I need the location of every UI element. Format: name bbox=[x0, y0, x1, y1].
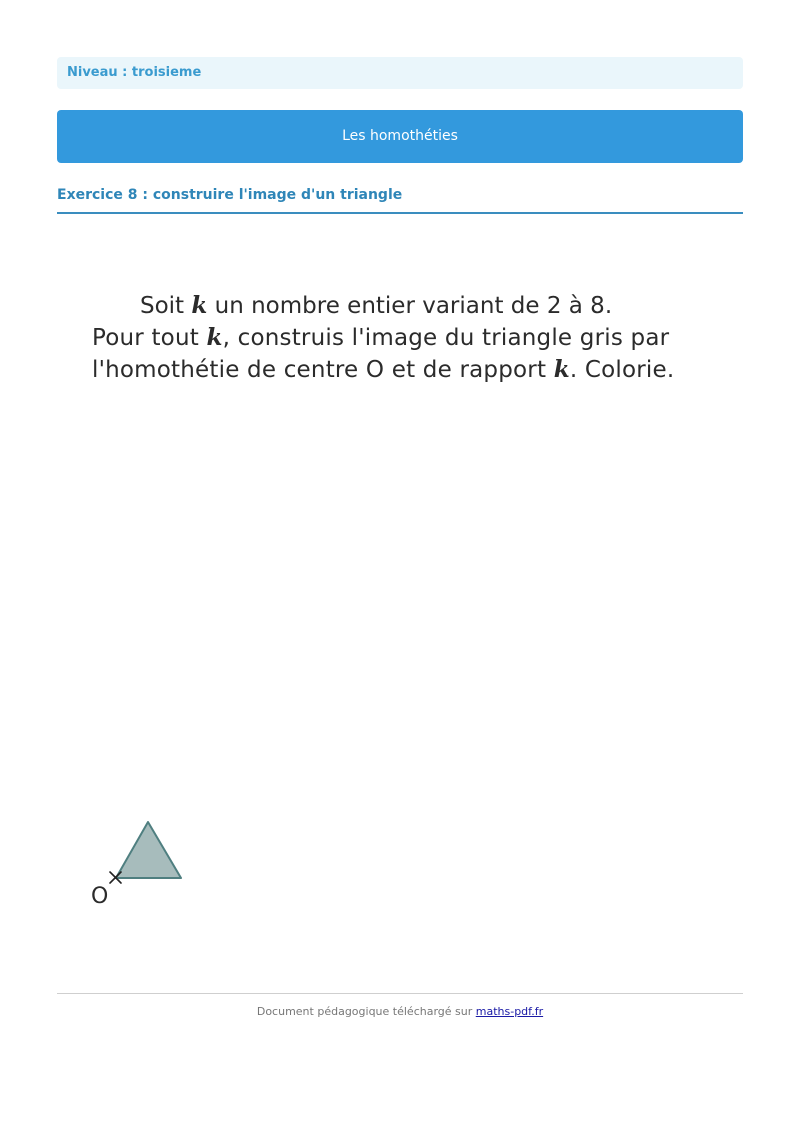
variable-k: k bbox=[206, 324, 223, 351]
instruction-text: , construis l'image du triangle gris par bbox=[222, 325, 670, 351]
instruction-text: Soit bbox=[140, 293, 192, 319]
instruction-line-3 bbox=[80, 354, 700, 386]
variable-k: k bbox=[553, 356, 570, 383]
variable-k: k bbox=[191, 292, 208, 319]
exercise-instructions bbox=[80, 290, 700, 386]
instruction-text: un nombre entier variant de 2 à 8. bbox=[207, 293, 613, 319]
instruction-text: . Colorie. bbox=[569, 357, 675, 383]
footer-text: Document pédagogique téléchargé sur bbox=[256, 1005, 476, 1018]
page-title: Les homothéties bbox=[342, 128, 458, 144]
footer-divider bbox=[57, 993, 743, 994]
center-point-label: O bbox=[91, 884, 109, 909]
instruction-text: l'homothétie de centre O et de rapport bbox=[92, 357, 554, 383]
exercise-heading: Exercice 8 : construire l'image d'un triangle bbox=[57, 186, 743, 214]
level-label: Niveau : troisieme bbox=[67, 65, 202, 80]
footer-link[interactable]: maths-pdf.fr bbox=[475, 1005, 544, 1018]
instruction-text: Pour tout bbox=[92, 325, 207, 351]
level-banner bbox=[57, 57, 743, 89]
instruction-line-2 bbox=[80, 322, 700, 354]
grey-triangle bbox=[116, 822, 181, 878]
triangle-figure bbox=[85, 815, 195, 915]
instruction-line-1 bbox=[80, 290, 700, 322]
footer bbox=[57, 1005, 743, 1018]
title-banner bbox=[57, 110, 743, 163]
